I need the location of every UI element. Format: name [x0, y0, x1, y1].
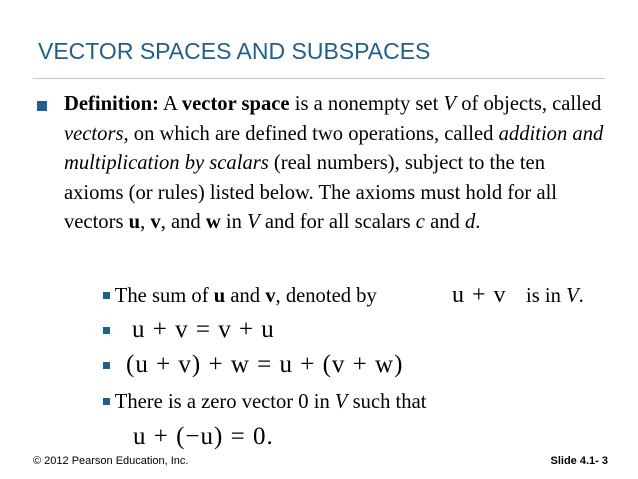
title-divider	[33, 78, 605, 79]
vector-v: v	[265, 285, 276, 307]
axiom-text: is in	[526, 285, 567, 307]
sub-bullet-square-icon	[103, 362, 110, 369]
axiom-1-math: u + v	[452, 282, 507, 308]
slide-number: Slide 4.1- 3	[550, 455, 608, 467]
definition-text: of objects, called	[456, 93, 602, 115]
sub-bullet-square-icon	[103, 398, 110, 405]
definition-text: is a nonempty set	[289, 93, 444, 115]
axiom-text: The sum of	[114, 285, 214, 307]
axiom-text: , denoted by	[275, 285, 377, 307]
set-symbol: V	[334, 391, 348, 413]
definition-paragraph	[64, 90, 604, 238]
definition-text: .	[475, 211, 481, 234]
definition-text: A	[158, 93, 182, 115]
vector-u: u	[128, 211, 141, 234]
definition-text: and	[424, 211, 465, 234]
vector-u: u	[213, 285, 226, 307]
definition-text: , on which are defined two operations, called	[123, 122, 499, 145]
axiom-1-suffix	[526, 284, 584, 308]
definition-text: , and	[160, 211, 206, 234]
axiom-text: .	[578, 285, 584, 307]
scalar-d: d	[464, 211, 476, 234]
vector-w: w	[205, 211, 221, 234]
definition-text: and for all scalars	[259, 211, 416, 234]
definition-label: Definition:	[64, 93, 159, 115]
sub-bullet-square-icon	[103, 292, 110, 299]
axiom-text: such that	[347, 391, 427, 413]
definition-text: ,	[140, 211, 151, 234]
set-symbol: V	[566, 285, 579, 307]
set-symbol: V	[247, 211, 260, 234]
set-symbol: V	[443, 93, 457, 115]
definition-text: (real numbers), subject to the ten axioms (or rules) listed below. The axioms must hold for all vectors	[64, 152, 558, 234]
definition-text: in	[220, 211, 248, 234]
axiom-text: and	[225, 285, 266, 307]
axiom-3	[103, 354, 110, 378]
axiom-1	[103, 284, 377, 308]
axiom-3-math: (u + v) + w = u + (v + w)	[126, 351, 404, 378]
axiom-text: There is a zero vector 0 in	[114, 391, 335, 413]
bullet-square-icon	[37, 101, 47, 111]
axiom-4	[103, 390, 426, 414]
slide-title: VECTOR SPACES AND SUBSPACES	[38, 38, 431, 64]
term-vector-space: vector space	[181, 93, 290, 115]
axiom-4-math: u + (−u) = 0.	[133, 423, 274, 450]
sub-bullet-square-icon	[103, 327, 110, 334]
scalar-c: c	[415, 211, 425, 234]
axiom-2	[103, 319, 110, 343]
term-vectors: vectors	[64, 122, 124, 145]
axiom-2-math: u + v = v + u	[132, 316, 275, 343]
vector-v: v	[150, 211, 161, 234]
term-operations: addition and multiplication by scalars	[64, 122, 604, 175]
copyright-footer: © 2012 Pearson Education, Inc.	[33, 455, 189, 467]
